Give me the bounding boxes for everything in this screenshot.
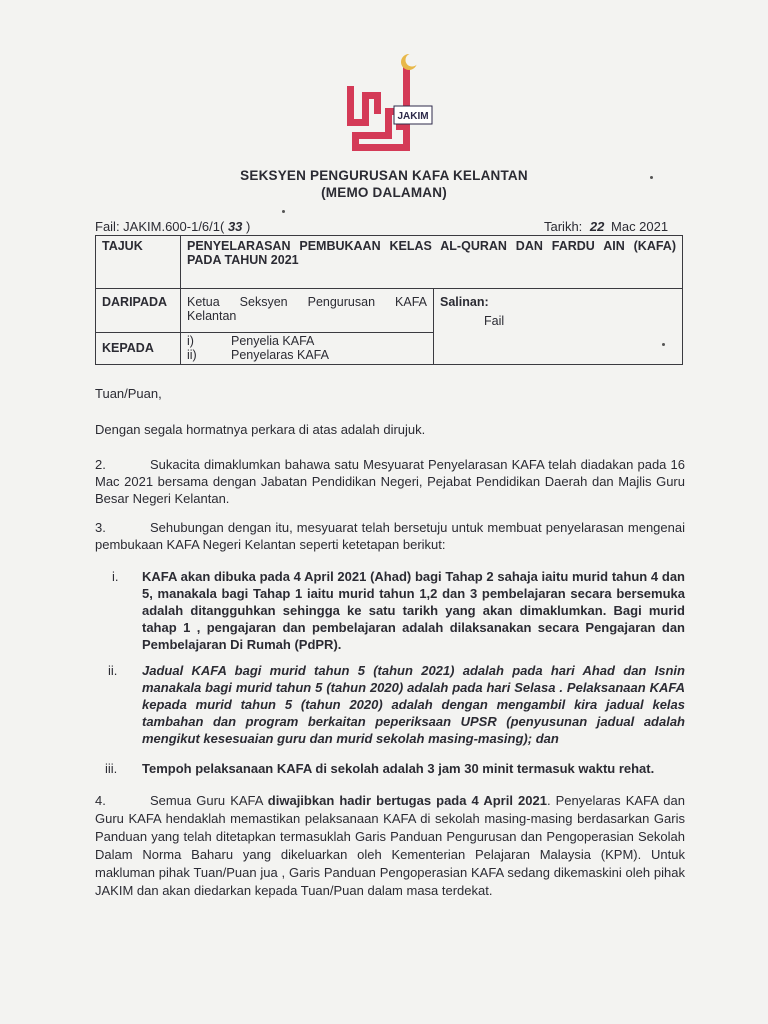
paragraph-text: . Penyelaras KAFA dan Guru KAFA hendaklah memastikan pelaksanaan KAFA di sekolah masing-masing berdasarkan Garis Panduan yang telah ditetapkan termasuklah Garis Panduan Pengurusan dan Pengoperasian Sekolah Dalam Norma Baharu yang dikeluarkan oleh Kementerian Pelajaran Malaysia (KPM). Untuk makluman pihak Tuan/Puan jua , Garis Panduan Pengoperasian KAFA sedang dikemaskini oleh pihak JAKIM dan akan diedarkan kepada Tuan/Puan dalam masa terdekat. (95, 793, 685, 898)
salutation: Tuan/Puan, (95, 386, 162, 401)
list-item (100, 662, 685, 747)
date-day: 22 (589, 219, 605, 234)
tajuk-value: PENYELARASAN PEMBUKAAN KELAS AL-QURAN DAN FARDU AIN (KAFA) PADA TAHUN 2021 (181, 236, 683, 289)
document-date (544, 219, 668, 234)
paragraph-emphasis: diwajibkan hadir bertugas pada 4 April 2021 (267, 793, 547, 808)
table-row-tajuk (96, 236, 683, 289)
list-item-text: KAFA akan dibuka pada 4 April 2021 (Ahad) bagi Tahap 2 sahaja iaitu murid tahun 4 dan 5, manakala bagi Tahap 1 iaitu murid tahun 1,2 dan 3 pembelajaran secara bersemuka adalah ditangguhkan sehingga ke satu tarikh yang akan dimaklumkan. Bagi murid tahap 1 , pengajaran dan pembelajaran adalah dilaksanakan secara Pengajaran dan Pembelajaran Di Rumah (PdPR). (142, 569, 685, 652)
paragraph-3 (95, 519, 685, 553)
salinan-label: Salinan: (440, 295, 489, 309)
tajuk-label: TAJUK (96, 236, 181, 289)
list-item-number: i. (112, 569, 119, 584)
kepada-item-num: i) (187, 334, 194, 348)
jakim-logo (338, 48, 438, 152)
kepada-item-num: ii) (187, 348, 197, 362)
daripada-value: Ketua Seksyen Pengurusan KAFA Kelantan (181, 289, 434, 333)
file-ref-number: 33 (227, 219, 243, 234)
file-ref-prefix: Fail: JAKIM.600-1/6/1( (95, 219, 225, 234)
date-label: Tarikh: (544, 219, 583, 234)
document-heading: SEKSYEN PENGURUSAN KAFA KELANTAN (240, 168, 528, 183)
table-row-daripada (96, 289, 683, 333)
opening-line: Dengan segala hormatnya perkara di atas adalah dirujuk. (95, 422, 426, 437)
paragraph-number: 4. (95, 793, 106, 808)
list-item (100, 760, 685, 777)
memo-info-table (95, 235, 683, 365)
paragraph-text: Sukacita dimaklumkan bahawa satu Mesyuarat Penyelarasan KAFA telah diadakan pada 16 Mac 2021 bersama dengan Jabatan Pendidikan Negeri, Pejabat Pendidikan Daerah dan Majlis Guru Besar Negeri Kelantan. (95, 457, 685, 506)
list-item-number: iii. (105, 761, 118, 776)
paragraph-number: 3. (95, 520, 106, 535)
logo-text: JAKIM (397, 111, 429, 122)
date-month-year: Mac 2021 (611, 219, 669, 234)
paragraph-number: 2. (95, 457, 106, 472)
kepada-label: KEPADA (96, 333, 181, 365)
paragraph-text: Sehubungan dengan itu, mesyuarat telah bersetuju untuk membuat penyelarasan mengenai pembukaan KAFA Negeri Kelantan seperti ketetapan berikut: (95, 520, 685, 552)
kepada-list (181, 333, 434, 365)
document-subheading: (MEMO DALAMAN) (321, 185, 447, 200)
kepada-item (187, 348, 427, 362)
salinan-cell (434, 289, 683, 365)
kepada-item-text: Penyelia KAFA (231, 334, 315, 348)
scan-speck (650, 176, 653, 179)
file-ref-suffix: ) (246, 219, 251, 234)
list-item-number: ii. (108, 663, 118, 678)
kepada-item-text: Penyelaras KAFA (231, 348, 329, 362)
paragraph-text: Semua Guru KAFA (150, 793, 268, 808)
daripada-label: DARIPADA (96, 289, 181, 333)
paragraph-2 (95, 456, 685, 507)
scan-speck (282, 210, 285, 213)
salinan-value: Fail (484, 314, 505, 328)
kepada-item (187, 334, 427, 348)
paragraph-4 (95, 792, 685, 900)
list-item-text: Tempoh pelaksanaan KAFA di sekolah adalah 3 jam 30 minit termasuk waktu rehat. (142, 761, 655, 776)
list-item (100, 568, 685, 653)
file-reference (95, 219, 250, 234)
list-item-text: Jadual KAFA bagi murid tahun 5 (tahun 2021) adalah pada hari Ahad dan Isnin manakala bagi murid tahun 5 (tahun 2020) adalah pada hari Selasa . Pelaksanaan KAFA kepada murid tahun 5 (tahun 2020) adalah dengan mengambil kira jadual kelas tambahan dan program berkaitan peperiksaan UPSR (penyusunan jadual adalah mengikut kesesuaian guru dan murid sekolah masing-masing); dan (142, 663, 685, 746)
